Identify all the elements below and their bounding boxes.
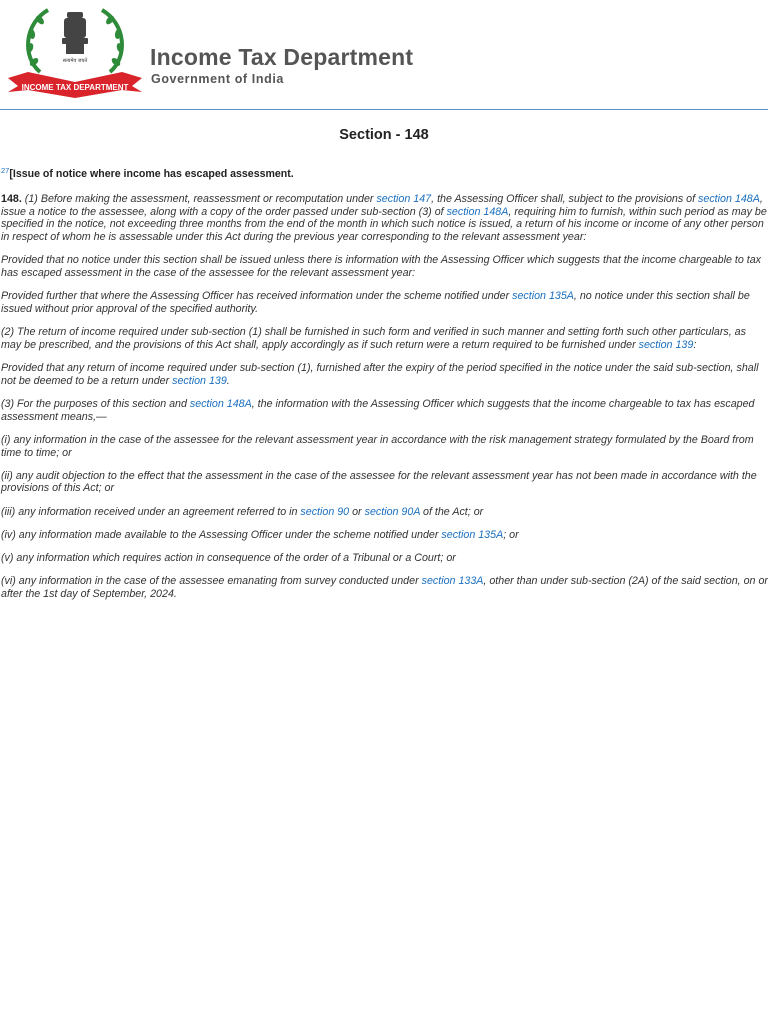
- paragraph-text: (iv) any information made available to the Assessing Officer under the scheme notified under: [1, 528, 442, 541]
- section-133a-link[interactable]: section 133A: [421, 575, 484, 588]
- paragraph: [1, 529, 768, 542]
- section-content: [1, 164, 768, 611]
- paragraph: [1, 575, 768, 600]
- section-number: 148.: [1, 193, 22, 205]
- section-90a-link[interactable]: section 90A: [364, 505, 421, 518]
- department-subtitle: Government of India: [151, 72, 284, 86]
- paragraph-text: , requiring him to furnish, within such period as may be specified in the notice, not exceeding three months from the end of the month in which such notice is issued, a return of his income or income of any other person in respect of whom he is assessable under this Act during the previous year corresponding to the relevant assessment year:: [1, 205, 767, 244]
- paragraph-text: Provided further that where the Assessing Officer has received information under the scheme notified under: [1, 290, 513, 303]
- paragraph: [1, 193, 768, 244]
- section-135a-link[interactable]: section 135A: [512, 290, 574, 303]
- income-tax-emblem-logo[interactable]: [4, 2, 146, 98]
- paragraph-text: (3) For the purposes of this section and: [1, 397, 190, 410]
- section-heading: [1, 164, 768, 181]
- paragraph-text: (2) The return of income required under sub-section (1) shall be furnished in such form and verified in such manner and setting forth such other particulars, as may be prescribed, and the provisions of this Act shall, apply accordingly as if such return were a return required to be furnished under: [1, 326, 746, 351]
- paragraph-text: (iii) any information received under an agreement referred to in: [1, 505, 301, 518]
- ribbon-text: INCOME TAX DEPARTMENT: [21, 83, 129, 92]
- svg-text:सत्यमेव जयते: सत्यमेव जयते: [62, 58, 88, 64]
- site-header: [0, 0, 768, 110]
- paragraph-text: , no notice under this section shall be issued without prior approval of the specified authority.: [1, 290, 750, 315]
- paragraph: [1, 506, 768, 519]
- paragraph-text: .: [226, 374, 230, 387]
- paragraph: [1, 362, 768, 387]
- department-title: Income Tax Department: [150, 44, 414, 70]
- paragraph-text: , the information with the Assessing Officer which suggests that the income chargeable to tax has escaped assessment means,—: [1, 397, 755, 423]
- paragraph: [1, 434, 768, 459]
- paragraph-text: (vi) any information in the case of the assessee emanating from survey conducted under: [1, 575, 422, 588]
- paragraph: [1, 326, 768, 351]
- section-135a-link[interactable]: section 135A: [441, 528, 504, 541]
- section-147-link[interactable]: section 147: [376, 193, 432, 205]
- paragraph-text: (i) any information in the case of the assessee for the relevant assessment year in accordance with the risk management strategy formulated by the Board from time to time; or: [1, 433, 754, 459]
- section-148a-link[interactable]: section 148A: [446, 205, 509, 218]
- paragraph-text: :: [693, 338, 697, 351]
- paragraph: [1, 470, 768, 495]
- paragraph: [1, 254, 768, 279]
- paragraph-text: Provided that any return of income required under sub-section (1), furnished after the expiry of the period specified in the notice under the said sub-section, shall not be deemed to be a return under: [1, 362, 759, 387]
- paragraph-text: Provided that no notice under this section shall be issued unless there is information with the Assessing Officer which suggests that the income chargeable to tax has escaped assessment in the case of the assessee for the relevant assessment year:: [1, 254, 762, 280]
- paragraph: [1, 552, 768, 565]
- section-148a-link[interactable]: section 148A: [698, 193, 760, 205]
- paragraph-text: (v) any information which requires action in consequence of the order of a Tribunal or a Court; or: [1, 552, 456, 565]
- paragraph-text: , other than under sub-section (2A) of the said section, on or after the 1st day of September, 2024.: [1, 575, 768, 600]
- paragraph-list: [1, 193, 768, 601]
- paragraph-text: or: [349, 505, 365, 518]
- section-heading-text: [Issue of notice where income has escaped assessment.: [9, 168, 294, 180]
- paragraph: [1, 290, 768, 315]
- section-148a-link[interactable]: section 148A: [189, 397, 252, 410]
- section-title: Section - 148: [339, 127, 429, 143]
- paragraph-text: (ii) any audit objection to the effect that the assessment in the case of the assessee for the relevant assessment year has not been made in accordance with the provisions of this Act; or: [1, 469, 757, 495]
- paragraph-text: (1) Before making the assessment, reassessment or recomputation under: [21, 193, 377, 205]
- section-90-link[interactable]: section 90: [300, 505, 350, 518]
- footnote-link[interactable]: 27: [1, 166, 10, 175]
- paragraph-text: , the Assessing Officer shall, subject to the provisions of: [431, 193, 699, 205]
- paragraph-text: ; or: [503, 528, 519, 541]
- paragraph: [1, 398, 768, 423]
- section-139-link[interactable]: section 139: [638, 338, 694, 351]
- paragraph-text: of the Act; or: [420, 505, 484, 518]
- section-139-link[interactable]: section 139: [172, 374, 227, 387]
- paragraph-text: , issue a notice to the assessee, along with a copy of the order passed under sub-section (3) of: [1, 193, 763, 218]
